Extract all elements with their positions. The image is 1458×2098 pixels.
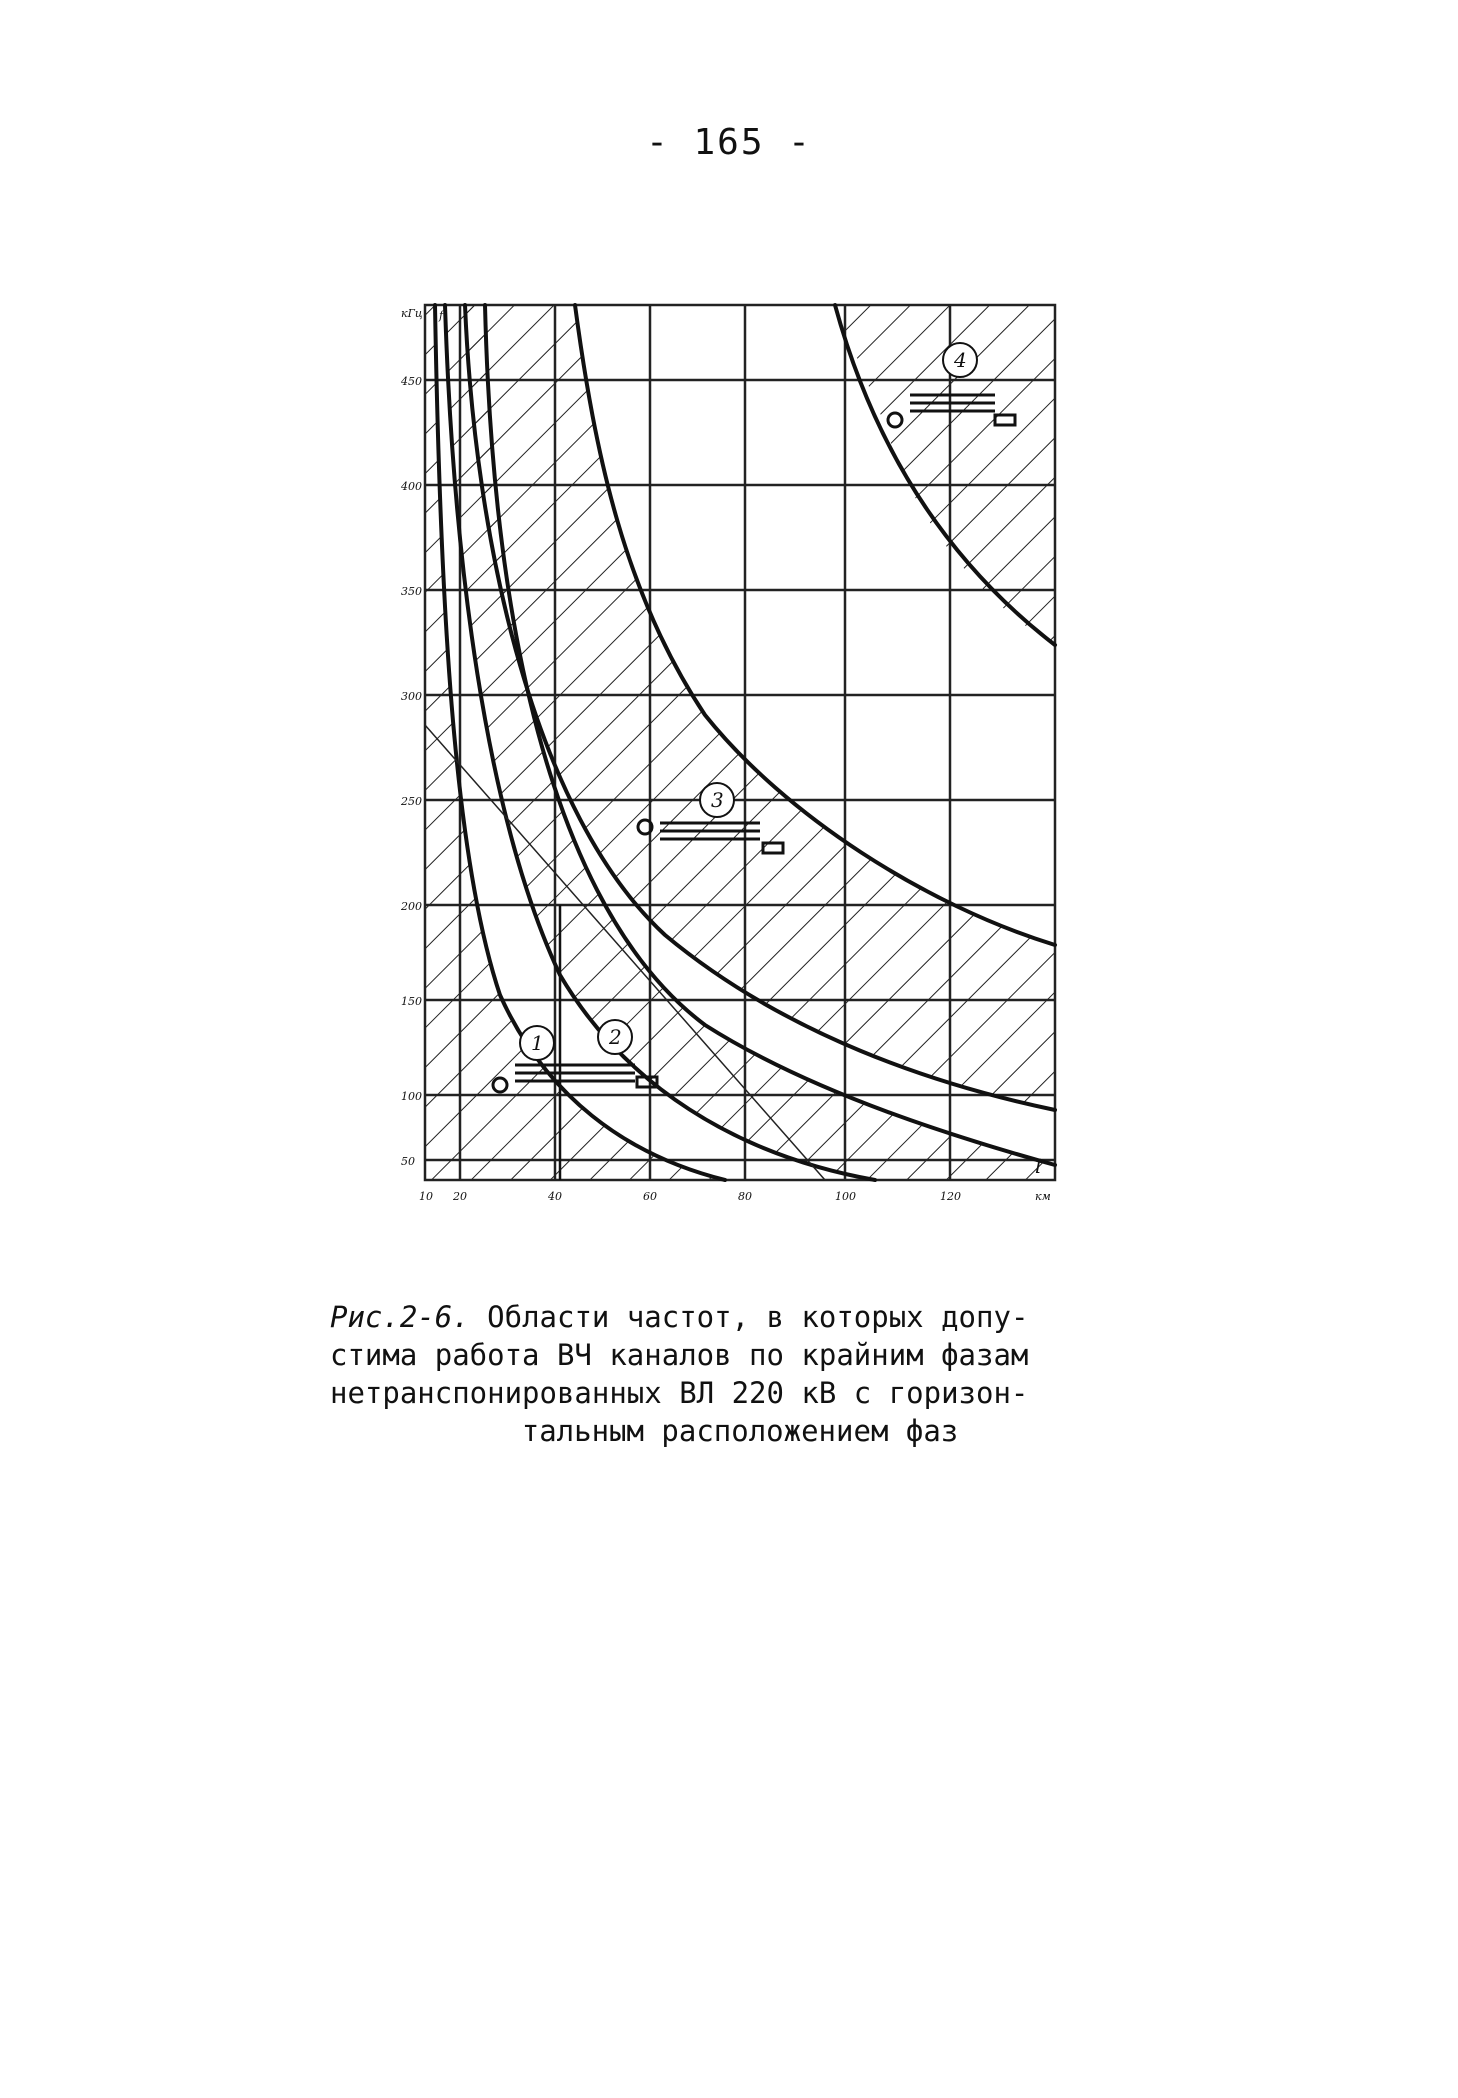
region-label-3: 3 — [711, 788, 724, 812]
x-tick-120: 120 — [940, 1190, 961, 1203]
x-tick-20: 20 — [453, 1190, 467, 1203]
caption-line-4: тальным расположением фаз — [521, 1414, 959, 1448]
x-axis-unit: км — [1035, 1190, 1051, 1203]
y-tick-400: 400 — [401, 480, 422, 493]
curve-label-l: l — [1035, 1154, 1042, 1178]
axis-marker-f: f — [439, 309, 444, 322]
y-axis-unit: кГц — [401, 307, 423, 320]
x-tick-100: 100 — [835, 1190, 856, 1203]
y-tick-250: 250 — [401, 795, 422, 808]
region-label-4: 4 — [954, 348, 967, 372]
caption-line-2: стима работа ВЧ каналов по крайним фазам — [330, 1338, 1029, 1372]
y-tick-150: 150 — [401, 995, 422, 1008]
y-tick-300: 300 — [401, 690, 422, 703]
region-label-1: 1 — [531, 1031, 544, 1055]
frequency-region-chart — [401, 295, 1090, 1235]
region-label-2: 2 — [609, 1025, 622, 1049]
y-tick-100: 100 — [401, 1090, 422, 1103]
y-tick-350: 350 — [401, 585, 422, 598]
caption-line-1: Области частот, в которых допу- — [487, 1300, 1029, 1334]
figure-caption — [330, 1298, 1150, 1450]
x-tick-40: 40 — [548, 1190, 562, 1203]
page-number: - 165 - — [646, 122, 812, 163]
y-tick-450: 450 — [401, 375, 422, 388]
y-tick-50: 50 — [401, 1155, 415, 1168]
x-tick-80: 80 — [738, 1190, 752, 1203]
x-tick-60: 60 — [643, 1190, 657, 1203]
caption-lead: Рис.2-6. — [330, 1300, 470, 1334]
y-tick-200: 200 — [401, 900, 422, 913]
x-tick-10: 10 — [419, 1190, 433, 1203]
caption-line-3: нетранспонированных ВЛ 220 кВ с горизон- — [330, 1376, 1029, 1410]
